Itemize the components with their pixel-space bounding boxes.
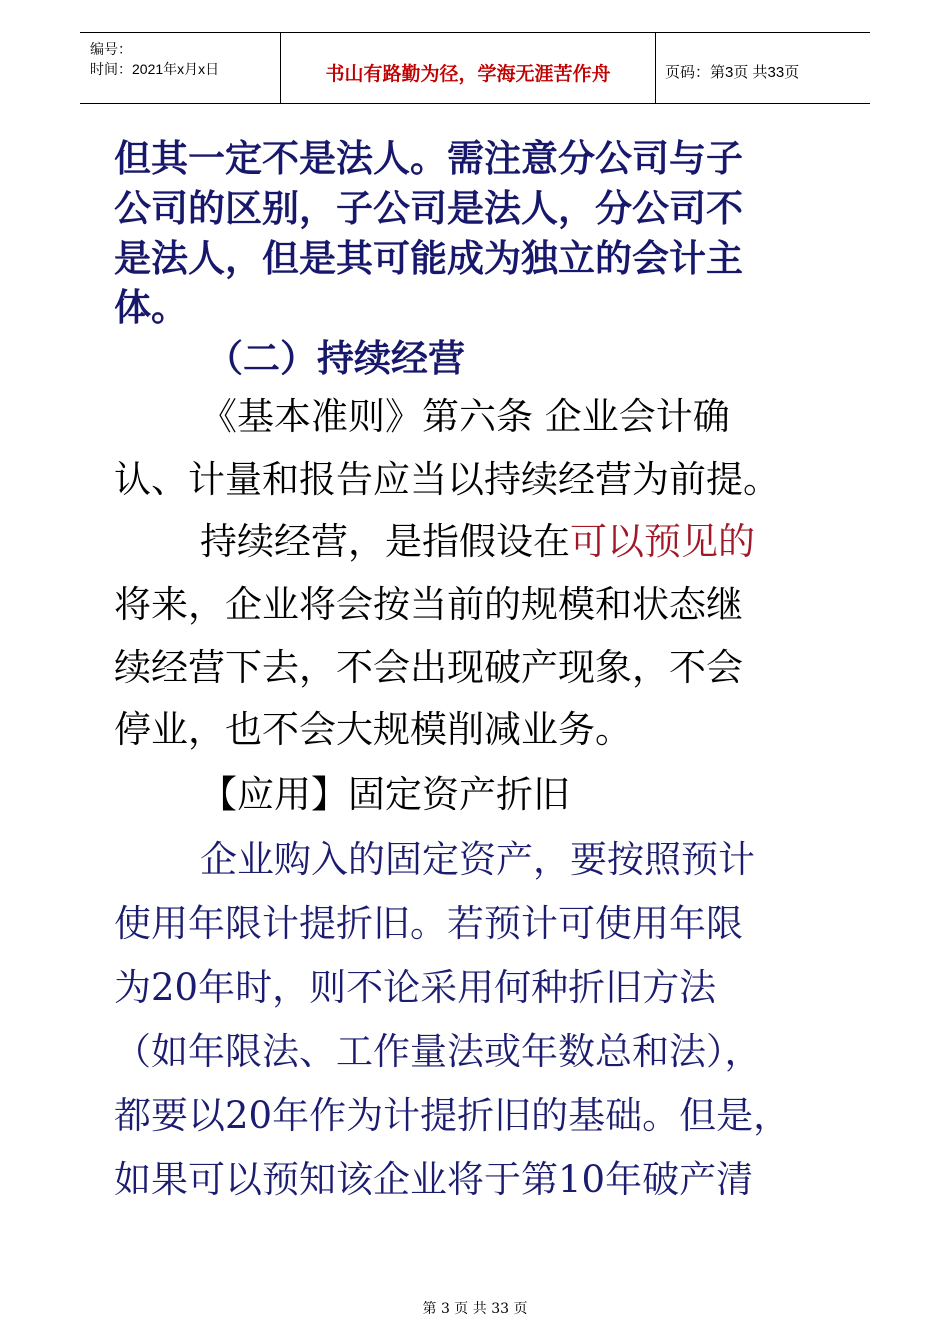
law-line: 《基本准则》第六条 企业会计确 xyxy=(200,395,730,438)
definition-line: 续经营下去，不会出现破产现象，不会 xyxy=(114,646,743,689)
example-line: 企业购入的固定资产，要按照预计 xyxy=(200,838,755,881)
header-page-cell xyxy=(655,33,870,103)
motto-text: 书山有路勤为径，学海无涯苦作舟 xyxy=(325,63,611,85)
application-title: 【应用】固定资产折旧 xyxy=(200,773,570,816)
serial-label: 编号： xyxy=(90,41,132,57)
definition-line: 停业，也不会大规模削减业务。 xyxy=(114,708,632,751)
law-line: 认、计量和报告应当以持续经营为前提。 xyxy=(114,458,780,501)
header-page-number: 页码：第3页 共33页 xyxy=(665,64,800,81)
example-line: 使用年限计提折旧。若预计可使用年限 xyxy=(114,902,743,945)
header-meta-cell xyxy=(80,33,280,103)
paragraph-line: 但其一定不是法人。需注意分公司与子 xyxy=(114,136,743,180)
example-line: 都要以20年作为计提折旧的基础。但是， xyxy=(114,1094,791,1137)
example-line: 为20年时，则不论采用何种折旧方法 xyxy=(114,966,717,1009)
definition-line: 将来，企业将会按当前的规模和状态继 xyxy=(114,583,743,626)
definition-highlight: 可以预见的 xyxy=(570,520,755,563)
example-line: 如果可以预知该企业将于第10年破产清 xyxy=(114,1158,754,1201)
example-line: （如年限法、工作量法或年数总和法）， xyxy=(114,1030,762,1073)
header-motto-cell xyxy=(280,33,656,103)
definition-first-line xyxy=(200,520,755,564)
date-label: 时间：2021年x月x日 xyxy=(90,61,220,77)
paragraph-line: 体。 xyxy=(114,285,188,329)
page-footer: 第 3 页 共 33 页 xyxy=(422,1301,528,1317)
paragraph-line: 公司的区别，子公司是法人，分公司不 xyxy=(114,186,743,230)
document-header xyxy=(80,32,870,104)
paragraph-line: 是法人，但是其可能成为独立的会计主 xyxy=(114,236,743,280)
definition-prefix: 持续经营，是指假设在 xyxy=(200,520,570,563)
section-heading: （二）持续经营 xyxy=(206,336,465,380)
